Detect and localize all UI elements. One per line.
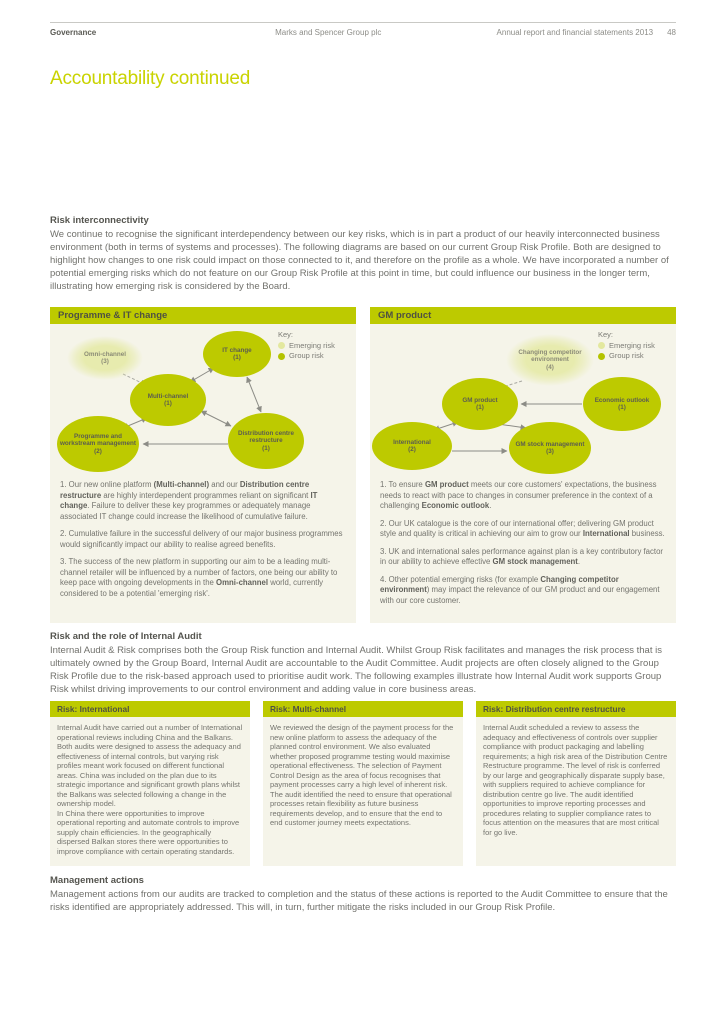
arrow-multi-distribution	[201, 411, 231, 426]
page-header	[50, 23, 676, 37]
key-emerging-label: Emerging risk	[609, 340, 655, 350]
key-group-risk	[278, 351, 335, 362]
group-risk-dot-icon	[598, 353, 605, 360]
management-actions-heading: Management actions	[50, 875, 144, 886]
node-number: (1)	[164, 400, 172, 407]
panel-programme-it-change	[50, 307, 356, 623]
note-item: 3. UK and international sales performance against plan is a key contributory factor in our ability to achieve effective GM stock management.	[380, 546, 664, 566]
risk-interconnectivity-body: We continue to recognise the significant interdependency between our key risks, which is in part a product of our heavily interconnected business environment (both in terms of systems and processes). The following diagrams are based on our current Group Risk Profile. Both are designed to highlight how changes to one risk could impact on those connected to it, and therefore on the profile as a whole. We have incorporated a number of potential emerging risks which do not feature on our Group Risk Profile at this point in time, but could influence our business in the longer term, illustrating how emerging risk is considered by the Board.	[50, 229, 669, 292]
node-label: GM product	[462, 396, 498, 404]
panel-notes-gm-product	[370, 472, 676, 623]
key-group-label: Group risk	[289, 351, 324, 360]
note-item: 1. Our new online platform (Multi-channel) and our Distribution centre restructure are highly interdependent programmes reliant on significant IT change. Failure to deliver these key programmes or adequately manage associated IT change could increase the likelihood of cumulative failure.	[60, 480, 318, 521]
header-company-name: Marks and Spencer Group plc	[275, 28, 382, 37]
diagram-node-gm-stock	[509, 422, 591, 474]
node-label: International	[393, 438, 431, 446]
risk-column-international	[50, 701, 250, 866]
risk-column-body: We reviewed the design of the payment process for the new online platform to assess the adequacy of the planned control environment. We also evaluated whether proposed programme testing would maximise operational effectiveness. The selection of Payment Control Design as the area of focus recognises that payment processes carry a high level of inherent risk. The audit identified the need to ensure that operational processes retain flexibility as future business requirements develop, and to ensure that the end to end customer journey meets expectations.	[270, 723, 454, 827]
diagram-key	[278, 330, 335, 362]
key-emerging-risk	[278, 341, 335, 352]
management-actions-section	[50, 875, 676, 914]
node-label: Changing competitor environment	[518, 348, 582, 364]
risk-column-title: Risk: Distribution centre restructure	[476, 701, 676, 717]
header-report-title-text: Annual report and financial statements 2013	[496, 28, 654, 37]
node-label: Programme and workstream management	[60, 432, 136, 448]
panel-gm-product	[370, 307, 676, 623]
node-number: (2)	[94, 447, 102, 455]
note-item: 2. Our UK catalogue is the core of our international offer; delivering GM product style and quality is critical in achieving our aim to grow our International business.	[380, 518, 665, 538]
diagram-programme-it-change	[50, 324, 356, 472]
emerging-risk-dot-icon	[278, 342, 285, 349]
internal-audit-body: Internal Audit & Risk comprises both the Group Risk function and Internal Audit. Whilst Group Risk facilitates and manages the risk process that is ultimately owned by the Group Board, Internal Audit are accountable to the Audit Committee. Audit projects are often closely aligned to the Group Risk Profile due to the risk-based approach used to prioritise audit work. The following examples illustrate how Internal Audit work supports Group Risk whilst driving improvements to our control environment and adding value in core business areas.	[50, 645, 662, 695]
node-label: IT change	[222, 346, 252, 354]
risk-column-body: Internal Audit scheduled a review to assess the adequacy and effectiveness of controls over supplier compliance with product packaging and labelling requirements; a high risk area of the Distribution Centre Restructure programme. The level of risk is conferred by our large and geographically disparate supply base, with suppliers required to achieve compliance for distribution centre go live. The audit identified opportunities to improve reporting processes and procedures relating to supplier compliance rates to focus attention on the measures that are most critical for go live.	[483, 723, 668, 837]
node-label: Omni-channel	[84, 350, 126, 358]
panel-title-gm-product: GM product	[370, 307, 676, 324]
node-number: (3)	[546, 448, 554, 455]
key-emerging-risk	[598, 341, 655, 352]
diagram-node-international	[372, 422, 452, 470]
panel-title-programme-it-change: Programme & IT change	[50, 307, 356, 324]
header-section-label: Governance	[50, 28, 97, 37]
node-number: (4)	[546, 363, 554, 371]
page-title: Accountability continued	[50, 68, 251, 89]
emerging-risk-dot-icon	[598, 342, 605, 349]
diagram-gm-product	[370, 324, 676, 472]
risk-interconnectivity-section	[50, 215, 676, 293]
diagram-node-distribution-centre	[228, 413, 304, 469]
diagram-node-it-change	[203, 331, 271, 377]
diagram-node-omni-channel	[67, 336, 143, 380]
risk-column-multi-channel	[263, 701, 463, 866]
node-label: Distribution centre restructure	[238, 429, 294, 445]
node-number: (3)	[101, 358, 109, 365]
note-item: 1. To ensure GM product meets our core customers' expectations, the business needs to react with pace to changes in consumer preference in the context of a challenging Economic outlook.	[380, 480, 657, 510]
header-report-title	[433, 28, 676, 37]
diagram-key	[598, 330, 655, 362]
diagram-node-programme-workstream	[57, 416, 139, 472]
key-label: Key:	[598, 330, 614, 339]
risk-column-title: Risk: Multi-channel	[263, 701, 463, 717]
node-number: (1)	[233, 354, 241, 361]
key-label: Key:	[278, 330, 294, 339]
diagram-node-changing-competitor	[506, 334, 594, 386]
risk-columns-row	[50, 701, 676, 866]
key-group-risk	[598, 351, 655, 362]
node-number: (1)	[618, 404, 626, 411]
note-item: 3. The success of the new platform in supporting our aim to be a leading multi-channel retailer will be influenced by a number of factors, one being our ability to keep pace with ongoing developments in the Omni-channel world, currently considered to be a potential 'emerging risk'.	[60, 557, 338, 598]
node-label: Economic outlook	[594, 396, 650, 404]
key-group-label: Group risk	[609, 351, 644, 360]
internal-audit-heading: Risk and the role of Internal Audit	[50, 631, 202, 642]
diagram-node-gm-product	[442, 378, 518, 430]
node-label: Multi-channel	[147, 392, 189, 400]
risk-diagrams-row	[50, 307, 676, 623]
internal-audit-section	[50, 631, 676, 696]
diagram-node-multi-channel	[130, 374, 206, 426]
management-actions-body: Management actions from our audits are tracked to completion and the status of these actions is reported to the Audit Committee to ensure that the risks identified are appropriately addressed. This will, in turn, further mitigate the risks included in our Group Risk Profile.	[50, 889, 668, 913]
node-number: (1)	[476, 404, 484, 411]
risk-column-body: Internal Audit have carried out a number of International operational reviews including China and the Balkans. Both audits were designed to assess the adequacy and effectiveness of internal controls, but varying risk profiles meant work focused on different functional areas. China was included on the plan due to its strategic importance and significant growth plans whilst the Balkans was selected following a change in the ownership model. In China there were opportunities to improve operational reporting and automate controls to improve supply chain efficiencies. In the geographically dispersed Balkan stores there were opportunities to improve compliance with certain operating standards.	[57, 723, 243, 856]
risk-interconnectivity-heading: Risk interconnectivity	[50, 215, 149, 226]
node-label: GM stock management	[515, 440, 585, 448]
arrow-it-distribution	[247, 377, 261, 412]
panel-notes-programme-it-change	[50, 472, 356, 616]
key-emerging-label: Emerging risk	[289, 340, 335, 350]
risk-column-distribution-centre	[476, 701, 676, 866]
note-item: 4. Other potential emerging risks (for example Changing competitor environment) may impact the relevance of our GM product and our engagement with our core customer.	[380, 574, 660, 605]
node-number: (1)	[262, 444, 270, 452]
diagram-node-economic-outlook	[583, 377, 661, 431]
group-risk-dot-icon	[278, 353, 285, 360]
risk-column-title: Risk: International	[50, 701, 250, 717]
page-number: 48	[667, 28, 676, 37]
node-number: (2)	[408, 446, 416, 453]
note-item: 2. Cumulative failure in the successful delivery of our major business programmes would significantly impact our ability to realise agreed benefits.	[60, 529, 343, 549]
